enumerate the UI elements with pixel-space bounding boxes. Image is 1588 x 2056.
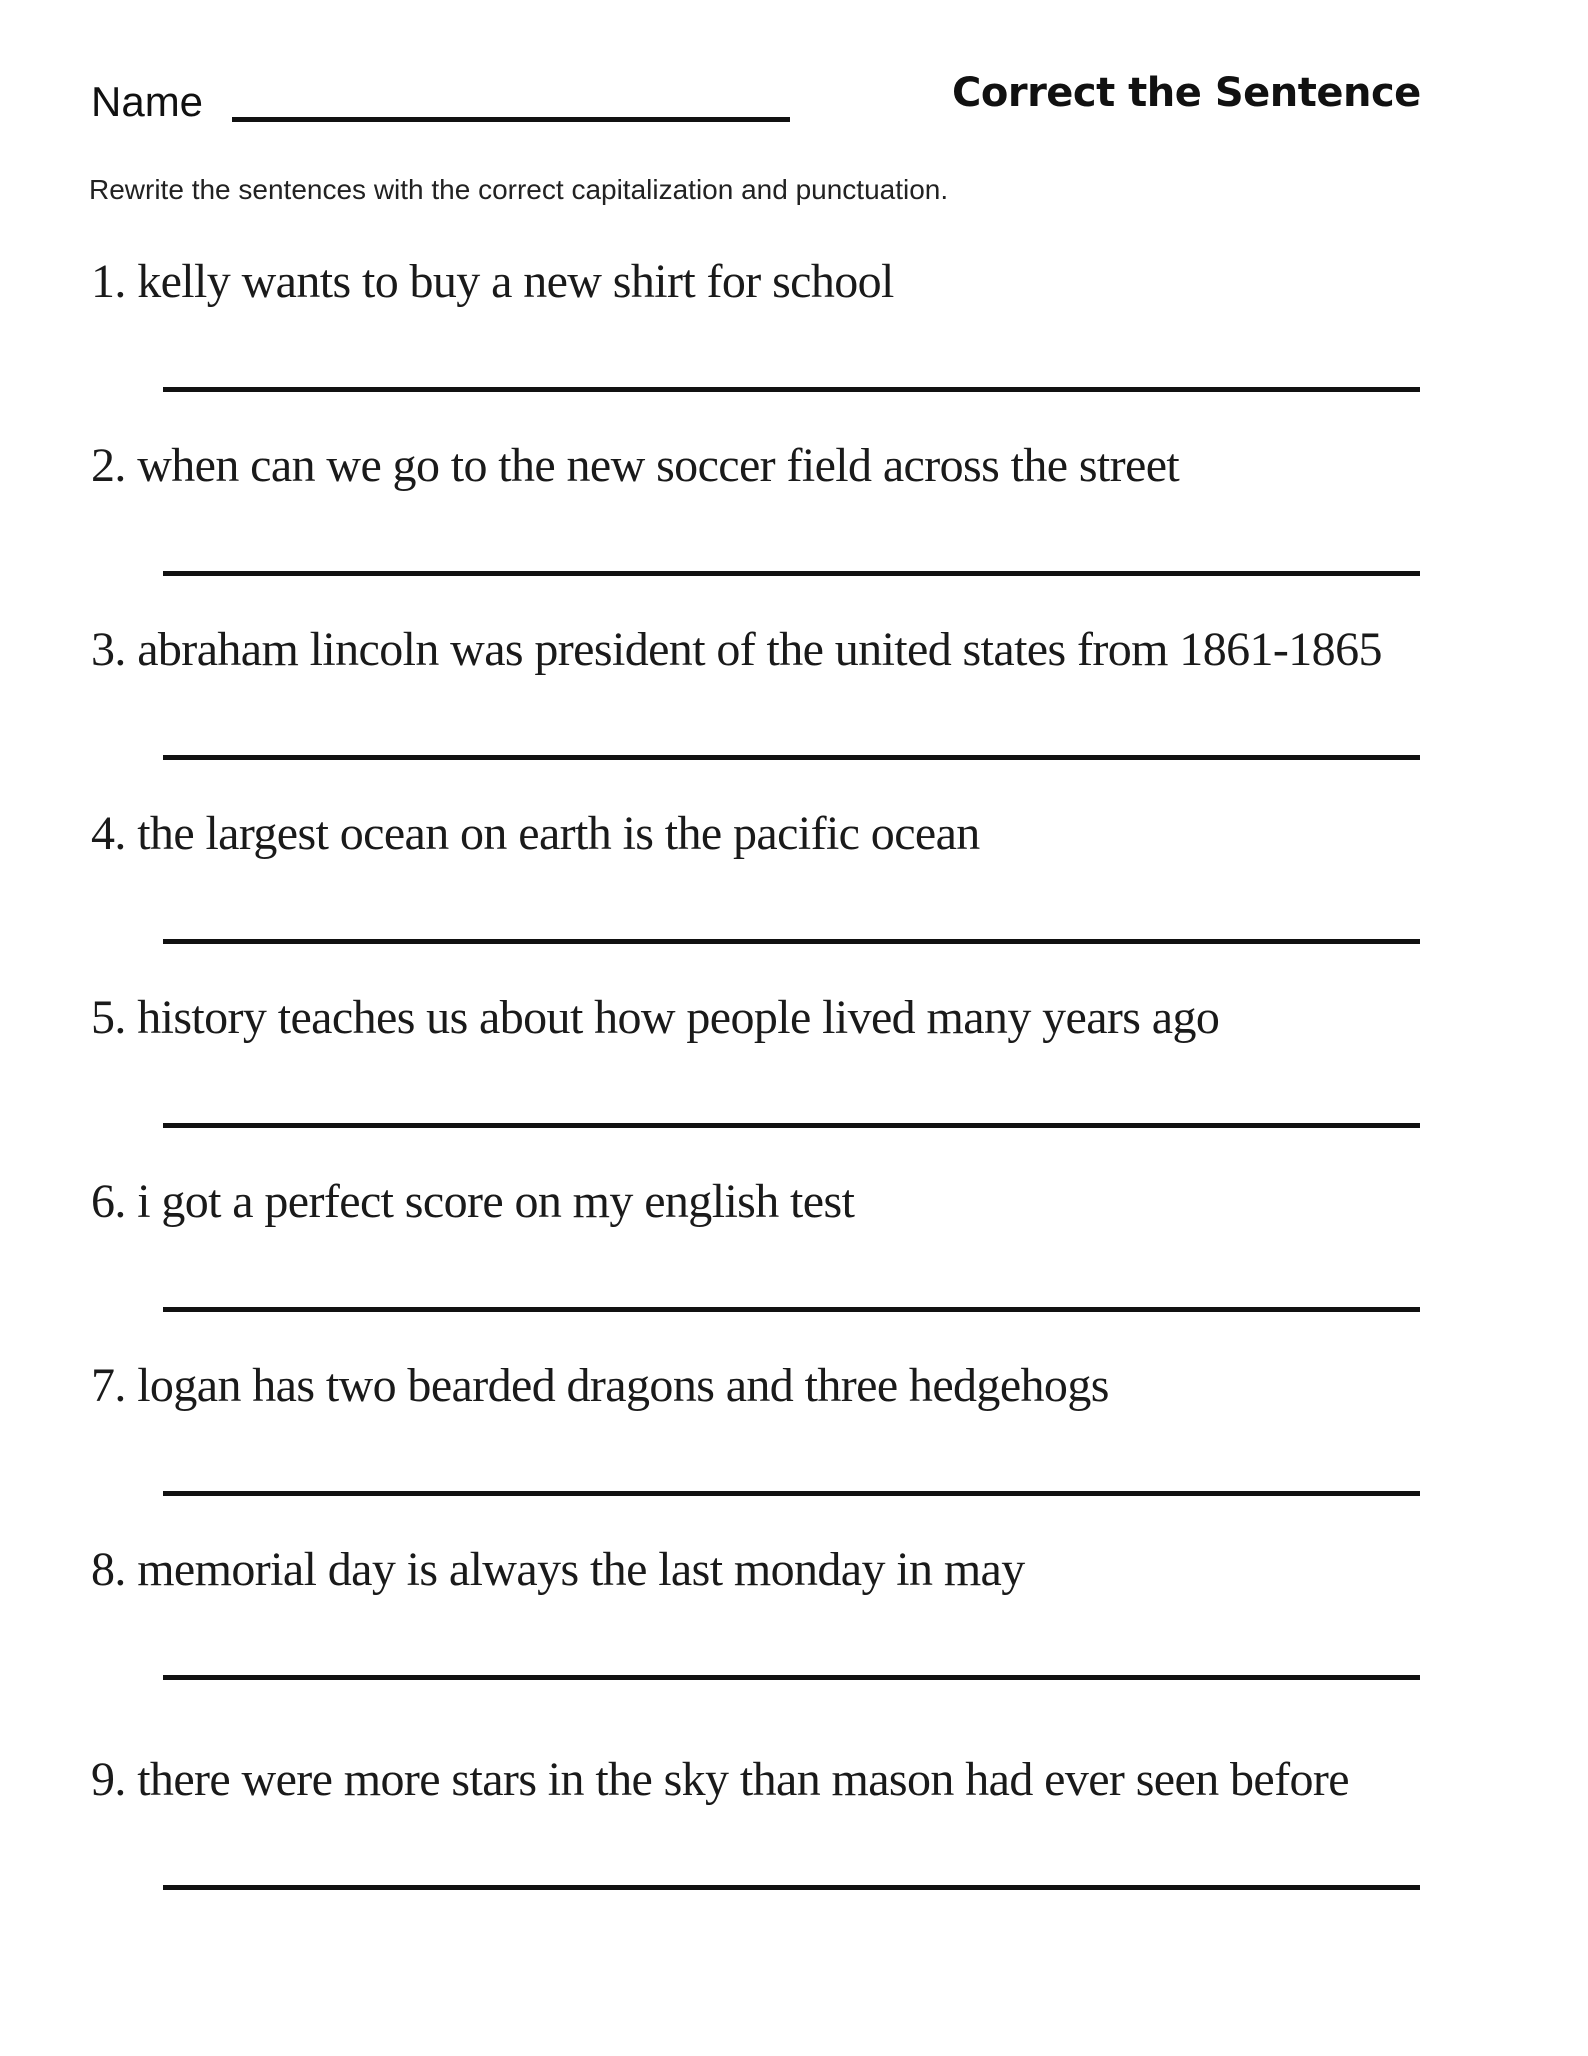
sentence-text: 8. memorial day is always the last monday in may (91, 1543, 1025, 1596)
sentence-item (0, 1748, 1588, 1932)
sentence-item (0, 986, 1588, 1170)
answer-line[interactable] (163, 571, 1420, 576)
sentence-item (0, 250, 1588, 434)
sentence-text: 5. history teaches us about how people lived many years ago (91, 991, 1220, 1044)
sentence-item (0, 1538, 1588, 1722)
sentence-text: 2. when can we go to the new soccer field across the street (91, 439, 1180, 492)
sentence-text: 7. logan has two bearded dragons and three hedgehogs (91, 1359, 1109, 1412)
sentence-item (0, 1170, 1588, 1354)
sentence-text: 4. the largest ocean on earth is the pacific ocean (91, 807, 980, 860)
sentence-item (0, 434, 1588, 618)
sentence-text: 9. there were more stars in the sky than mason had ever seen before (91, 1753, 1349, 1806)
answer-line[interactable] (163, 939, 1420, 944)
answer-line[interactable] (163, 1675, 1420, 1680)
sentence-item (0, 802, 1588, 986)
sentence-list (0, 250, 1588, 1932)
answer-line[interactable] (163, 1885, 1420, 1890)
sentence-text: 6. i got a perfect score on my english test (91, 1175, 855, 1228)
sentence-item (0, 618, 1588, 802)
answer-line[interactable] (163, 1123, 1420, 1128)
instructions: Rewrite the sentences with the correct capitalization and punctuation. (89, 174, 949, 205)
sentence-item (0, 1354, 1588, 1538)
worksheet-title: Correct the Sentence (952, 70, 1421, 116)
answer-line[interactable] (163, 387, 1420, 392)
answer-line[interactable] (163, 1307, 1420, 1312)
name-label: Name (91, 78, 204, 125)
sentence-text: 3. abraham lincoln was president of the united states from 1861-1865 (91, 623, 1382, 676)
answer-line[interactable] (163, 755, 1420, 760)
answer-line[interactable] (163, 1491, 1420, 1496)
name-answer-line[interactable] (232, 117, 790, 122)
sentence-text: 1. kelly wants to buy a new shirt for school (91, 255, 894, 308)
